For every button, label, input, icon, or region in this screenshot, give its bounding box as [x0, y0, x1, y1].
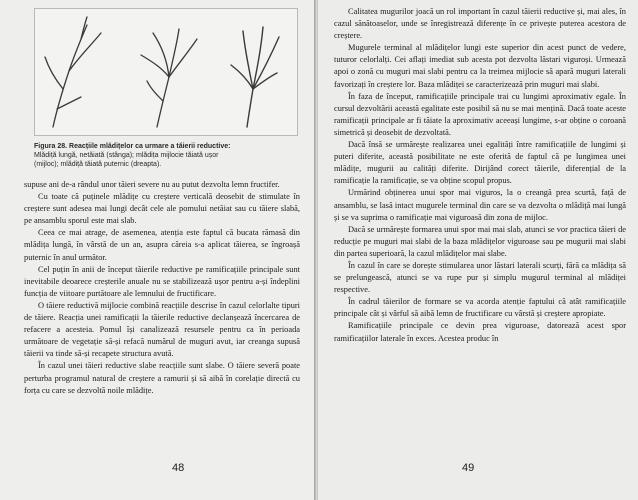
paragraph: Urmărind obținerea unui spor mai viguros, la o creangă prea scurtă, față de ansamblu, se lasă intact mugurele terminal din care se va dezvolta o mlădiță mai lungă și se va suprima o ramificație mai viguroasă din zona de mijloc. — [334, 188, 626, 222]
paragraph: Cel puțin în anii de început tăierile reductive pe ramificațiile principale sunt inevitabile deoarece creșterile anuale nu se stabilizează ușor pentru a-și îndeplini funcția de viitoare purtătoare ale lemnului de fructificare. — [24, 264, 300, 298]
page-number: 48 — [172, 462, 185, 474]
paragraph: Ceea ce mai atrage, de asemenea, atenția este faptul că bucata rămasă din mlădița lungă, în vârstă de un an, asupra căreia s-a aplicat tăierea, se îngroașă puternic în anul următor. — [24, 228, 300, 262]
left-page — [0, 0, 316, 500]
lightly-pruned-shoot-drawing — [141, 29, 197, 127]
right-page — [318, 0, 638, 500]
paragraph: Dacă se urmărește formarea unui spor mai mai slab, atunci se vor practica tăieri de reducție pe muguri mai slabi de la baza mlădițelor viguroase sau pe mugurii mai slabi din partea superioară, la cazul mlădițelor mai slabe. — [334, 224, 626, 258]
figure-pruning-illustration — [34, 8, 298, 136]
caption-line: Mlădiță lungă, netăiată (stânga); mlădița mijlocie tăiată ușor — [34, 152, 219, 159]
branch-drawings — [35, 9, 297, 135]
paragraph: În cadrul tăierilor de formare se va acorda atenție faptului că atât ramificațiile principale cât și vârful să aibă lemn de fructificare cu vârstă și creștere apropiate. — [334, 297, 626, 319]
figure-caption — [34, 142, 302, 169]
paragraph: supuse ani de-a rândul unor tăieri severe nu au putut dezvolta lemn fructifer. — [24, 180, 280, 189]
paragraph: Calitatea mugurilor joacă un rol important în cazul tăierii reductive și, mai ales, în cazul sănătoaselor, unde se înregistrează diferențe în ce privește puterea acestora de creștere. — [334, 7, 626, 41]
heavily-pruned-shoot-drawing — [231, 27, 279, 127]
paragraph: În cazul în care se dorește stimularea unor lăstari laterali scurți, fără ca mlădița să se prelungească, atunci se va rupe pur și simplu mugurul terminal al mlădiței respective. — [334, 260, 626, 295]
left-page-text — [24, 179, 300, 397]
paragraph: În cazul unei tăieri reductive slabe reacțiile sunt slabe. O tăiere severă poate perturba programul natural de creștere a ramurii și să aibă în corelație directă cu forța cu care se dezvoltă noile mlădițe. — [24, 361, 300, 395]
paragraph: Ramificațiile principale ce devin prea viguroase, datorează acest spor ramificațiilor laterale în exces. Acestea produc în — [334, 321, 626, 343]
caption-title: Figura 28. Reacțiile mlădițelor ca urmare a tăierii reductive: — [34, 143, 231, 150]
paragraph: Dacă însă se urmărește realizarea unei egalități între ramificațiile de lungimi și puteri diferite, această posibilitate ne este oferită de faptul că pe lungimea unei mlădițe, mugurii au calități diferite. Dirijând corect tăierile, diferențial de la ramificație la ramificație, se va obține scopul propus. — [334, 140, 626, 186]
page-number: 49 — [462, 462, 475, 474]
caption-line: (mijloc); mlădiță tăiată puternic (dreapta). — [34, 161, 162, 168]
paragraph: Cu toate că puținele mlădițe cu creștere verticală deosebit de stimulate în creștere sunt adesea mai lungi decât cele ale pomului netăiat sau cu tăiere slabă, pe ansamblu sporul este mai slab. — [24, 192, 300, 226]
paragraph: În faza de început, ramificațiile principale trai cu lungimi aproximativ egale. În cursul dezvoltării această egalitate este posibil să nu se mai mențină. Dacă toate aceste ramificații principale ar fi tăiate la aproximativ aceeași lungime, s-ar obține o coroană simetrică și deosebit de dezvoltată. — [334, 91, 626, 137]
right-page-text — [334, 6, 626, 345]
paragraph: Mugurele terminal al mlădițelor lungi este superior din acest punct de vedere, tuturor celorlalți. Cei aflați imediat sub acesta pot dezvolta lăstari viguroși. Urmează apoi o zonă cu muguri mai slabi pentru ca la treimea mijlocie să apară muguri laterali favorizați în creștere lor. Baza mlădiței se caracterizează prin muguri mai slabi. — [334, 43, 626, 89]
paragraph: O tăiere reductivă mijlocie combină reacțiile descrise în cazul celorlalte tipuri de tăiere. Reacția unei ramificații la tăierile reductive declanșează încercarea de refacere a acesteia. Pomul își canalizează resursele pentru ca în perioada următoare de vegetație să-și refacă numărul de muguri avut, iar creanga supusă tăierii va tinde să-și recapete structura avută. — [24, 300, 300, 359]
unpruned-shoot-drawing — [45, 17, 101, 127]
